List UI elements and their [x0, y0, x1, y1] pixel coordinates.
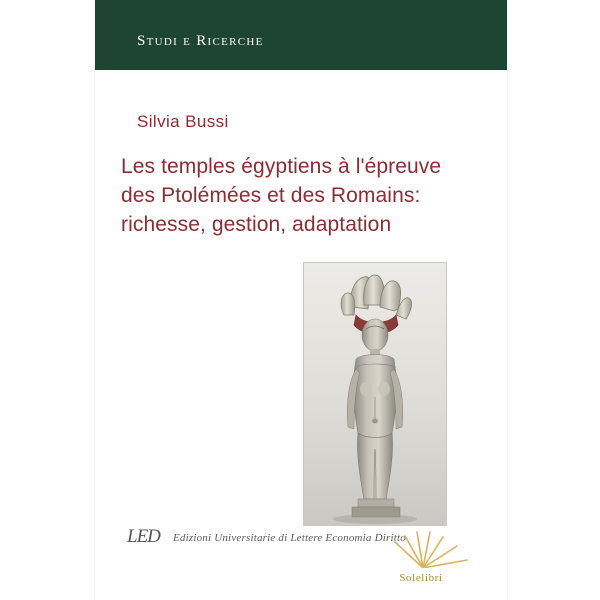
sunburst-icon — [375, 528, 471, 568]
publisher-name: Edizioni Universitarie di Lettere Economia Diritto — [173, 532, 406, 544]
book-cover — [95, 0, 507, 600]
title-line-1: Les temples égyptiens à l'épreuve — [121, 155, 442, 178]
series-label: Studi e Ricerche — [137, 33, 264, 49]
cover-photograph — [303, 262, 447, 526]
imprint-name: Solelibri — [399, 572, 443, 584]
series-band — [95, 0, 507, 70]
statue-illustration — [304, 263, 446, 525]
imprint-logo — [361, 528, 481, 584]
title-line-3: richesse, gestion, adaptation — [121, 213, 392, 236]
publisher-logo — [127, 524, 406, 558]
title-line-2: des Ptolémées et des Romains: — [121, 184, 421, 207]
author-name: Silvia Bussi — [137, 112, 229, 131]
publisher-mark: LED — [127, 526, 160, 547]
book-title — [121, 152, 501, 239]
